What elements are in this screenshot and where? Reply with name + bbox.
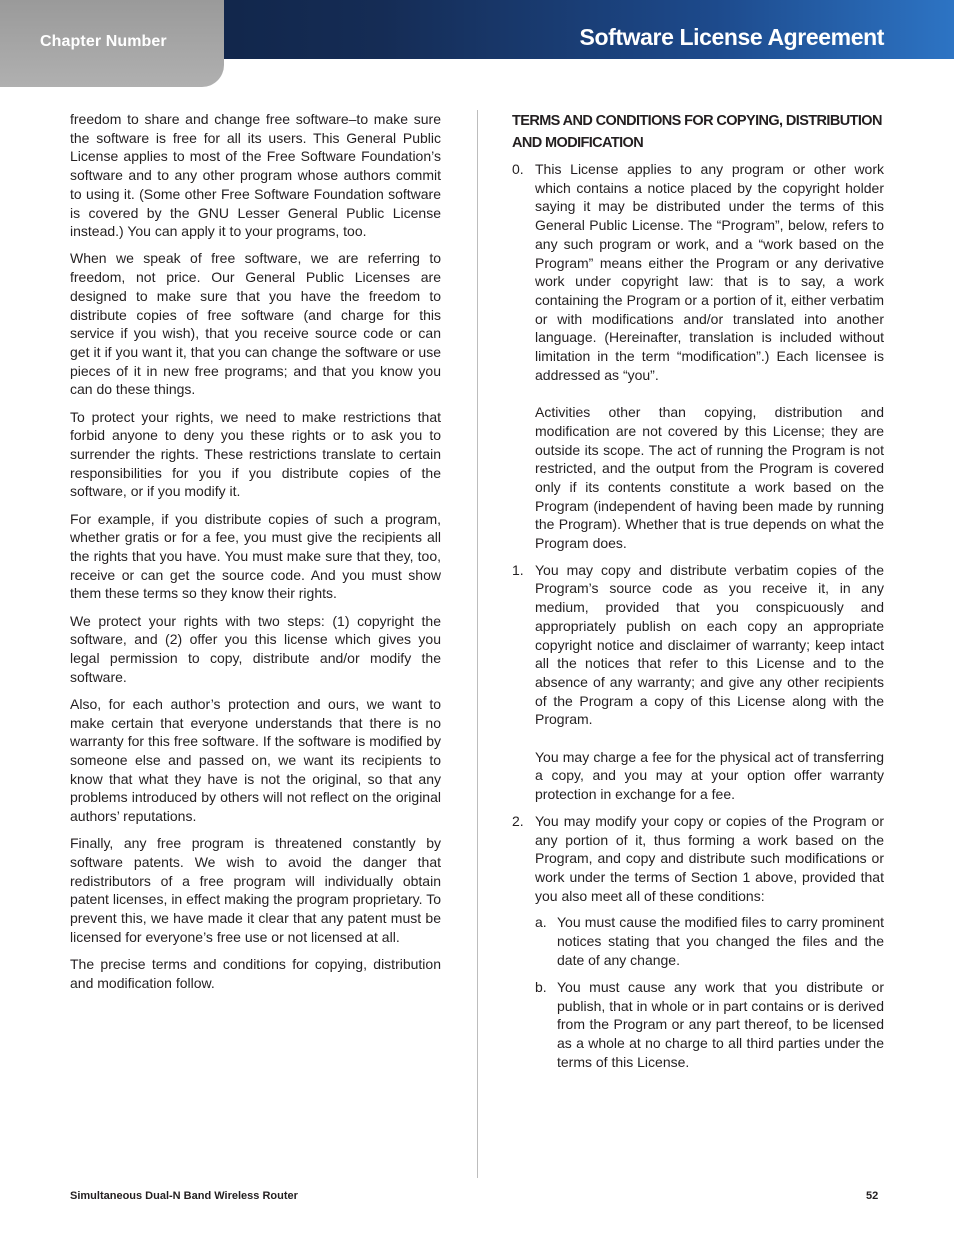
list-item-paragraph: Activities other than copying, distribution and modification are not covered by this License; they are outside its scope. The act of running the Program is not restricted, and the output from the Program is covered only if its contents constitute a work based on the Program (independent of having been made by running the Program). Whether that is true depends on what the Program does. <box>535 404 884 552</box>
body-paragraph: freedom to share and change free software–to make sure the software is free for all its users. This General Public License applies to most of the Free Software Foundation’s software and to any other program whose authors commit to using it. (Some other Free Software Foundation software is covered by the GNU Lesser General Public License instead.) You can apply it to your programs, too. <box>70 111 441 240</box>
footer-page-number: 52 <box>866 1190 879 1202</box>
chapter-tab <box>0 0 224 87</box>
body-paragraph: When we speak of free software, we are referring to freedom, not price. Our General Public Licenses are designed to make sure that you have the freedom to distribute copies of free software (and charge for this service if you wish), that you receive source code or can get it if you want it, that you can change the software or use pieces of it in new free programs; and that you know you can do these things. <box>70 250 441 398</box>
body-paragraph: The precise terms and conditions for copying, distribution and modification follow. <box>70 956 441 991</box>
body-paragraph: Also, for each author’s protection and ours, we want to make certain that everyone understands that there is no warranty for this free software. If the software is modified by someone else and passed on, we want its recipients to know that what they have is not the original, so that any problems introduced by others will not reflect on the original authors’ reputations. <box>70 695 441 825</box>
body-paragraph: To protect your rights, we need to make restrictions that forbid anyone to deny you these rights or to ask you to surrender the rights. These restrictions translate to certain responsibilities for you if you distribute copies of the software, or if you modify it. <box>70 408 441 500</box>
sub-list-item-letter: b. <box>535 979 547 995</box>
list-item-number: 1. <box>512 561 524 578</box>
right-column <box>512 110 884 1080</box>
sub-list-item-paragraph: You must cause the modified files to carry prominent notices stating that you changed the files and the date of any change. <box>557 914 884 968</box>
list-item <box>512 160 884 553</box>
list-item-paragraph: This License applies to any program or other work which contains a notice placed by the copyright holder saying it may be distributed under the terms of this General Public License. The “Program”, below, refers to any such program or work, and a “work based on the Program” means either the Program or any derivative work under copyright law: that is to say, a work containing the Program or a portion of it, either verbatim or with modifications and/or translated into another language. (Hereinafter, translation is included without limitation in the term “modification”.) Each licensee is addressed as “you”. <box>535 161 884 383</box>
list-item-paragraph: You may modify your copy or copies of the Program or any portion of it, thus forming a work based on the Program, and copy and distribute such modifications or work under the terms of Section 1 above, provided that you also meet all of these conditions: <box>535 812 884 904</box>
sub-list-item <box>535 913 884 969</box>
list-item-paragraph: You may charge a fee for the physical act of transferring a copy, and you may at your option offer warranty protection in exchange for a fee. <box>535 748 884 803</box>
sub-list-item <box>535 978 884 1072</box>
chapter-label: Chapter Number <box>40 33 167 50</box>
list-item-paragraph: You may copy and distribute verbatim copies of the Program’s source code as you receive it, in any medium, provided that you conspicuously and appropriately publish on each copy an appropriate copyright notice and disclaimer of warranty; keep intact all the notices that refer to this License and to the absence of any warranty; and give any other recipients of the Program a copy of this License along with the Program. <box>535 561 884 728</box>
section-heading: TERMS AND CONDITIONS FOR COPYING, DISTRIBUTION AND MODIFICATION <box>512 113 882 151</box>
sub-list-item-letter: a. <box>535 914 547 931</box>
list-item-number: 2. <box>512 812 524 829</box>
body-paragraph: Finally, any free program is threatened constantly by software patents. We wish to avoid the danger that redistributors of a free program will individually obtain patent licenses, in effect making the program proprietary. To prevent this, we have made it clear that any patent must be licensed for everyone’s free use or not licensed at all. <box>70 835 441 945</box>
body-paragraph: We protect your rights with two steps: (1) copyright the software, and (2) offer you this license which gives you legal permission to copy, distribute and/or modify the software. <box>70 612 441 685</box>
footer-product-name: Simultaneous Dual-N Band Wireless Router <box>70 1190 298 1202</box>
sub-list-item-paragraph: You must cause any work that you distribute or publish, that in whole or in part contains or is derived from the Program or any part thereof, to be licensed as a whole at no charge to all third parties under the terms of this License. <box>557 979 884 1070</box>
body-paragraph: For example, if you distribute copies of such a program, whether gratis or for a fee, you must give the recipients all the rights that you have. You must make sure that they, too, receive or can get the source code. And you must show them these terms so they know their rights. <box>70 510 441 602</box>
left-column <box>70 110 441 1001</box>
list-item <box>512 812 884 1072</box>
list-item <box>512 561 884 804</box>
page-title: Software License Agreement <box>579 24 884 50</box>
column-divider <box>477 110 478 1178</box>
list-item-number: 0. <box>512 161 524 177</box>
